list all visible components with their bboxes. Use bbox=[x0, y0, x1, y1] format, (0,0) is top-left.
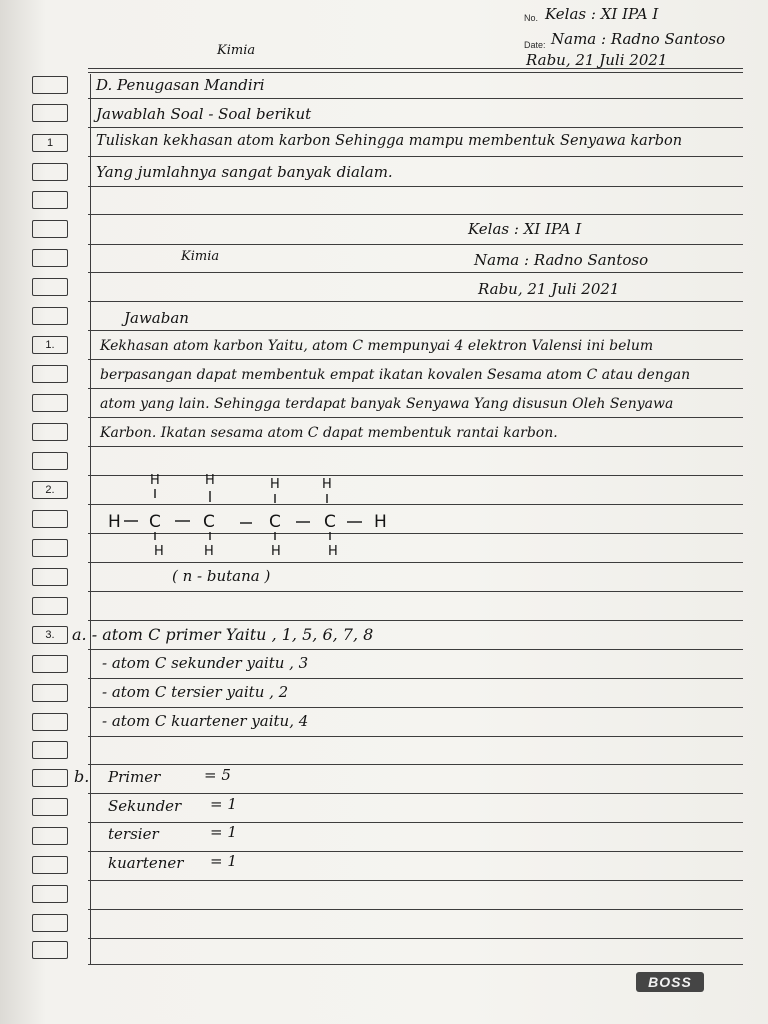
margin-box bbox=[32, 163, 68, 181]
rule-line bbox=[88, 272, 743, 273]
margin-box bbox=[32, 307, 68, 325]
margin-box-answer-2: 2. bbox=[32, 481, 68, 499]
rule-line bbox=[88, 214, 743, 215]
header-nama: Nama : Radno Santoso bbox=[551, 30, 726, 48]
answer-1-line-2: berpasangan dapat membentuk empat ikatan kovalen Sesama atom C atau dengan bbox=[100, 367, 691, 383]
rule-line bbox=[88, 678, 743, 679]
answer-3-line-b: - atom C sekunder yaitu , 3 bbox=[102, 654, 309, 672]
margin-box-answer-1: 1. bbox=[32, 336, 68, 354]
bottom-h-1: H bbox=[154, 544, 164, 559]
question-line-1: Tuliskan kekhasan atom karbon Sehingga mampu membentuk Senyawa karbon bbox=[96, 133, 683, 149]
rule-line bbox=[88, 244, 743, 245]
chain-h-right: H bbox=[374, 512, 387, 532]
margin-box bbox=[32, 452, 68, 470]
kuartener-label: kuartener bbox=[108, 854, 184, 872]
rule-line bbox=[88, 301, 743, 302]
header-tanggal: Rabu, 21 Juli 2021 bbox=[526, 51, 668, 69]
bottom-h-3: H bbox=[271, 544, 281, 559]
margin-box bbox=[32, 684, 68, 702]
margin-box bbox=[32, 741, 68, 759]
rule-line bbox=[88, 98, 743, 99]
answer-1-line-1: Kekhasan atom karbon Yaitu, atom C mempunyai 4 elektron Valensi ini belum bbox=[100, 338, 654, 354]
margin-box bbox=[32, 249, 68, 267]
margin-box bbox=[32, 914, 68, 932]
instruction: Jawablah Soal - Soal berikut bbox=[96, 105, 312, 123]
margin-box bbox=[32, 713, 68, 731]
rule-line bbox=[88, 388, 743, 389]
tersier-label: tersier bbox=[108, 825, 159, 843]
margin-box bbox=[32, 510, 68, 528]
rule-line bbox=[88, 964, 743, 965]
tanggal-2: Rabu, 21 Juli 2021 bbox=[478, 280, 620, 298]
top-rule-2 bbox=[88, 72, 743, 73]
rule-line bbox=[88, 764, 743, 765]
nama-2: Nama : Radno Santoso bbox=[474, 251, 649, 269]
top-h-1: H bbox=[150, 473, 160, 488]
bottom-h-4: H bbox=[328, 544, 338, 559]
margin-box bbox=[32, 798, 68, 816]
chain-c-4: C bbox=[324, 512, 336, 532]
margin-box bbox=[32, 568, 68, 586]
top-rule bbox=[88, 68, 743, 69]
sekunder-label: Sekunder bbox=[108, 797, 182, 815]
subject-2: Kimia bbox=[181, 249, 220, 264]
answer-1-line-3: atom yang lain. Sehingga terdapat banyak Senyawa Yang disusun Oleh Senyawa bbox=[100, 396, 674, 412]
question-line-2: Yang jumlahnya sangat banyak dialam. bbox=[96, 163, 393, 181]
rule-line bbox=[88, 417, 743, 418]
margin-box bbox=[32, 885, 68, 903]
rule-line bbox=[88, 649, 743, 650]
rule-line bbox=[88, 186, 743, 187]
rule-line bbox=[88, 446, 743, 447]
chain-h-left: H bbox=[108, 512, 121, 532]
margin-box bbox=[32, 76, 68, 94]
structure-name: ( n - butana ) bbox=[172, 567, 271, 585]
tersier-value: = 1 bbox=[210, 823, 237, 841]
primer-value: = 5 bbox=[204, 766, 231, 784]
chain-c-1: C bbox=[149, 512, 161, 532]
part-b-label: b. bbox=[74, 767, 90, 786]
rule-line bbox=[88, 822, 743, 823]
chain-c-2: C bbox=[203, 512, 215, 532]
rule-line bbox=[88, 562, 743, 563]
rule-line bbox=[88, 359, 743, 360]
margin-box bbox=[32, 191, 68, 209]
margin-box bbox=[32, 220, 68, 238]
rule-line bbox=[88, 620, 743, 621]
date-label: Date: bbox=[524, 40, 546, 50]
top-h-2: H bbox=[205, 473, 215, 488]
jawaban-title: Jawaban bbox=[124, 309, 189, 327]
rule-line bbox=[88, 156, 743, 157]
margin-box bbox=[32, 827, 68, 845]
margin-box bbox=[32, 655, 68, 673]
answer-1-line-4: Karbon. Ikatan sesama atom C dapat membentuk rantai karbon. bbox=[100, 425, 558, 441]
margin-box bbox=[32, 278, 68, 296]
kuartener-value: = 1 bbox=[210, 852, 237, 870]
rule-line bbox=[88, 127, 743, 128]
answer-3-line-c: - atom C tersier yaitu , 2 bbox=[102, 683, 289, 701]
margin-box bbox=[32, 365, 68, 383]
margin-line bbox=[90, 74, 91, 964]
kelas-2: Kelas : XI IPA I bbox=[468, 220, 582, 238]
n-butana-structure bbox=[100, 470, 430, 560]
margin-box-answer-3: 3. bbox=[32, 626, 68, 644]
section-title: D. Penugasan Mandiri bbox=[96, 76, 265, 94]
margin-box bbox=[32, 104, 68, 122]
margin-box bbox=[32, 856, 68, 874]
boss-logo: BOSS bbox=[636, 972, 704, 992]
primer-label: Primer bbox=[108, 768, 161, 786]
no-label: No. bbox=[524, 13, 539, 23]
chain-c-3: C bbox=[269, 512, 281, 532]
rule-line bbox=[88, 591, 743, 592]
rule-line bbox=[88, 330, 743, 331]
margin-box bbox=[32, 423, 68, 441]
margin-box bbox=[32, 597, 68, 615]
margin-box bbox=[32, 394, 68, 412]
answer-3-line-a: a. - atom C primer Yaitu , 1, 5, 6, 7, 8 bbox=[72, 625, 374, 644]
rule-line bbox=[88, 909, 743, 910]
header-kelas: Kelas : XI IPA I bbox=[545, 5, 659, 23]
header-subject: Kimia bbox=[217, 43, 256, 58]
margin-box bbox=[32, 769, 68, 787]
margin-box-1: 1 bbox=[32, 134, 68, 152]
bottom-h-2: H bbox=[204, 544, 214, 559]
rule-line bbox=[88, 938, 743, 939]
rule-line bbox=[88, 880, 743, 881]
margin-box bbox=[32, 539, 68, 557]
rule-line bbox=[88, 736, 743, 737]
rule-line bbox=[88, 793, 743, 794]
top-h-3: H bbox=[270, 477, 280, 492]
rule-line bbox=[88, 707, 743, 708]
answer-3-line-d: - atom C kuartener yaitu, 4 bbox=[102, 712, 309, 730]
margin-box bbox=[32, 941, 68, 959]
top-h-4: H bbox=[322, 477, 332, 492]
sekunder-value: = 1 bbox=[210, 795, 237, 813]
rule-line bbox=[88, 851, 743, 852]
